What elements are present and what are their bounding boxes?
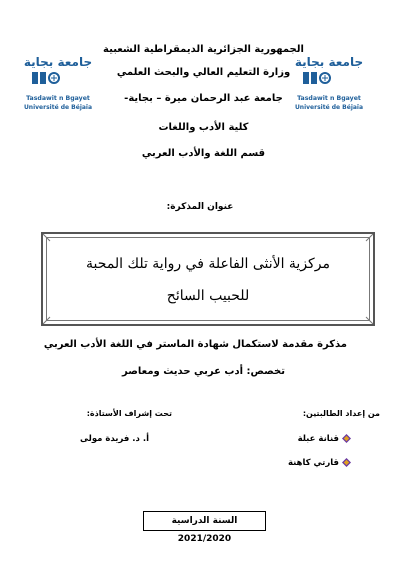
title-frame-inner xyxy=(46,237,370,321)
logo-line1: Tasdawit n Bgayet xyxy=(297,95,361,102)
student-name-text: قارتي كاهنة xyxy=(287,458,339,468)
diamond-bullet-icon xyxy=(342,458,351,467)
logo-arabic-name: جامعة بجاية xyxy=(23,55,93,69)
title-frame xyxy=(41,232,375,326)
student-name xyxy=(262,434,351,444)
specialty: تخصص: أدب عربي حديث ومعاصر xyxy=(122,366,285,377)
republic-line: الجمهورية الجزائرية الديمقراطية الشعبية xyxy=(103,44,304,55)
students-label: من إعداد الطالبتين: xyxy=(302,409,380,418)
supervisor-name: أ. د. فريدة مولى xyxy=(80,434,149,444)
student-name-text: قنانة عبلة xyxy=(297,434,339,444)
memoir-title-line2: للحبيب السائح xyxy=(166,288,250,304)
logo-arabic-name: جامعة بجاية xyxy=(294,55,364,69)
memoir-purpose: مذكرة مقدمة لاستكمال شهادة الماستر في اللغة الأدب العربي xyxy=(43,339,347,350)
student-name xyxy=(262,458,351,468)
university-logo-left xyxy=(18,50,98,130)
university-logo-icon xyxy=(289,50,369,130)
university-logo-icon xyxy=(18,50,98,130)
department-line: قسم اللغة والأدب العربي xyxy=(141,148,266,159)
university-line: جامعة عبد الرحمان ميرة – بجاية- xyxy=(124,93,283,104)
ministry-line: وزارة التعليم العالي والبحث العلمي xyxy=(116,67,291,78)
diamond-bullet-icon xyxy=(342,434,351,443)
academic-year: السنة الدراسية 2021/2020 xyxy=(143,511,266,531)
supervisor-label: تحت إشراف الأستاذة: xyxy=(86,409,172,418)
logo-line1: Tasdawit n Bgayet xyxy=(26,95,90,102)
memoir-title-label: عنوان المذكرة: xyxy=(166,202,234,212)
university-logo-right xyxy=(289,50,369,130)
logo-line2: Université de Béjaïa xyxy=(294,104,364,111)
memoir-title-line1: مركزية الأنثى الفاعلة في رواية تلك المحبة xyxy=(86,256,330,272)
faculty-line: كلية الأدب واللغات xyxy=(158,122,249,133)
logo-line2: Université de Béjaïa xyxy=(23,104,93,111)
